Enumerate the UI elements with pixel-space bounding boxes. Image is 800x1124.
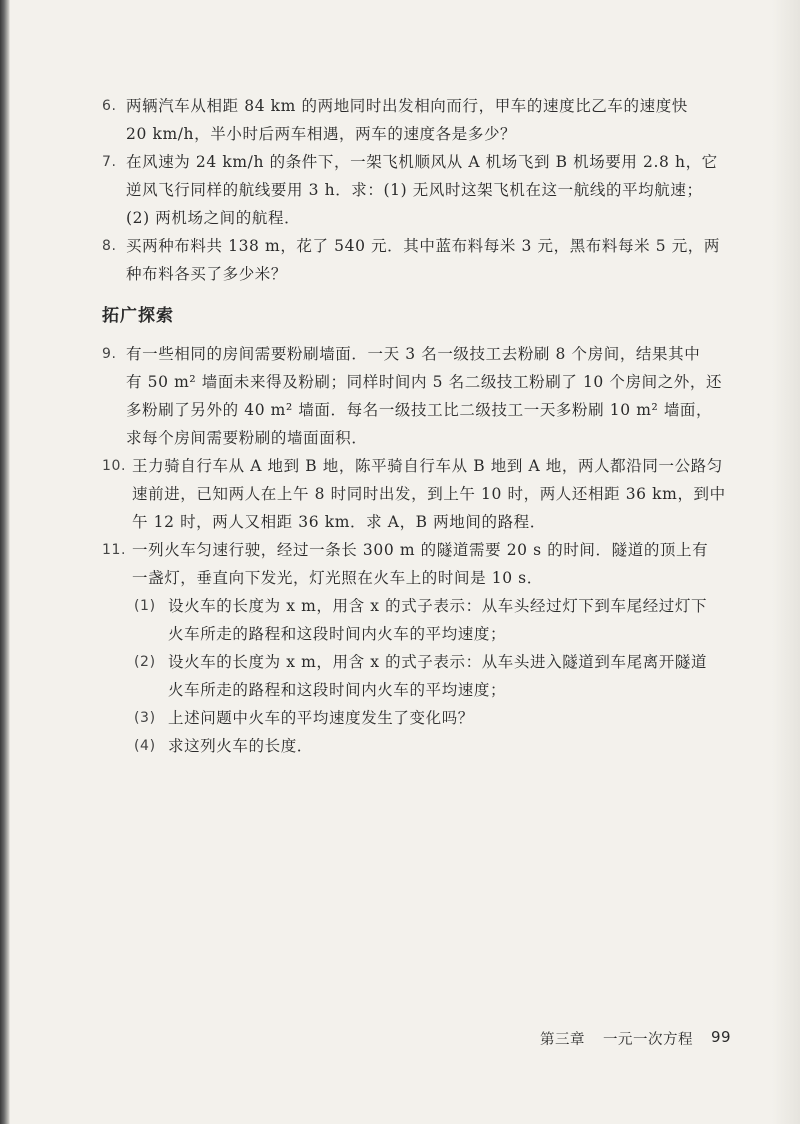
problem-number: (1) (134, 598, 156, 614)
text-line: 设火车的长度为 x m，用含 x 的式子表示：从车头进入隧道到车尾离开隧道 (168, 653, 708, 671)
problem-text (126, 340, 722, 452)
section-heading: 拓广探索 (102, 306, 174, 326)
text-line: 有一些相同的房间需要粉刷墙面．一天 3 名一级技工去粉刷 8 个房间，结果其中 (126, 345, 701, 363)
problem-number: (2) (134, 654, 156, 670)
text-line: 在风速为 24 km/h 的条件下，一架飞机顺风从 A 机场飞到 B 机场要用 2.8 h，它 (126, 153, 718, 171)
text-line: 速前进，已知两人在上午 8 时同时出发，到上午 10 时，两人还相距 36 km，到中 (132, 485, 726, 503)
problem-number: 10. (102, 458, 127, 474)
problem-text (126, 232, 720, 288)
text-line: 午 12 时，两人又相距 36 km．求 A，B 两地间的路程． (132, 513, 546, 531)
text-line: 多粉刷了另外的 40 m² 墙面．每名一级技工比二级技工一天多粉刷 10 m² 墙面， (126, 401, 713, 419)
problem (102, 452, 726, 536)
text-line: 一盏灯，垂直向下发光，灯光照在火车上的时间是 10 s． (132, 569, 543, 587)
problem (102, 92, 702, 148)
problem-number: 8. (102, 238, 117, 254)
problem-text (126, 92, 702, 148)
subquestion-list (102, 592, 708, 760)
problem-number: (4) (134, 738, 156, 754)
text-line: 火车所走的路程和这段时间内火车的平均速度； (168, 681, 507, 699)
problem-text (168, 704, 702, 732)
subquestion (134, 648, 708, 704)
text-line: 求这列火车的长度． (168, 737, 313, 755)
text-line: 有 50 m² 墙面未来得及粉刷；同样时间内 5 名二级技工粉刷了 10 个房间之外，还 (126, 373, 723, 391)
text-line: 上述问题中火车的平均速度发生了变化吗？ (168, 709, 474, 727)
text-line: 火车所走的路程和这段时间内火车的平均速度； (168, 625, 507, 643)
text-line: 一列火车匀速行驶，经过一条长 300 m 的隧道需要 20 s 的时间．隧道的顶上有 (132, 541, 709, 559)
problem (102, 536, 709, 592)
problem-number: 11. (102, 542, 127, 558)
text-line: 两辆汽车从相距 84 km 的两地同时出发相向而行，甲车的速度比乙车的速度快 (126, 97, 688, 115)
problem-text (132, 536, 708, 592)
problem-text (126, 148, 718, 232)
subquestion (134, 732, 702, 760)
problem-text (132, 452, 726, 536)
page-content (102, 92, 726, 760)
text-line: 设火车的长度为 x m，用含 x 的式子表示：从车头经过灯下到车尾经过灯下 (168, 597, 708, 615)
problem (102, 340, 723, 452)
problem (102, 232, 721, 288)
subquestion (134, 704, 702, 732)
problem-number: 6. (102, 98, 117, 114)
problem-number: 7. (102, 154, 117, 170)
problem-text (168, 592, 707, 648)
text-line: 王力骑自行车从 A 地到 B 地，陈平骑自行车从 B 地到 A 地，两人都沿同一公路匀 (132, 457, 723, 475)
page-number: 99 (711, 1028, 732, 1046)
text-line: (2) 两机场之间的航程． (126, 209, 301, 227)
text-line: 逆风飞行同样的航线要用 3 h．求：(1) 无风时这架飞机在这一航线的平均航速； (126, 181, 703, 199)
book-spine-shadow (0, 0, 10, 1124)
problem (102, 148, 718, 232)
problem-number: 9. (102, 346, 117, 362)
text-line: 求每个房间需要粉刷的墙面面积． (126, 429, 368, 447)
chapter-label: 第三章 (540, 1032, 585, 1048)
page-footer (540, 1028, 731, 1049)
text-line: 种布料各买了多少米？ (126, 265, 288, 283)
text-line: 买两种布料共 138 m，花了 540 元．其中蓝布料每米 3 元，黑布料每米 5 元，两 (126, 237, 721, 255)
subquestion (134, 592, 708, 648)
page-edge (772, 0, 800, 1124)
problem-number: (3) (134, 710, 156, 726)
exercise-list (102, 92, 721, 288)
exploration-list (102, 340, 726, 592)
text-line: 20 km/h，半小时后两车相遇，两车的速度各是多少？ (126, 125, 517, 143)
problem-text (168, 732, 702, 760)
chapter-title: 一元一次方程 (603, 1032, 693, 1048)
problem-text (168, 648, 707, 704)
